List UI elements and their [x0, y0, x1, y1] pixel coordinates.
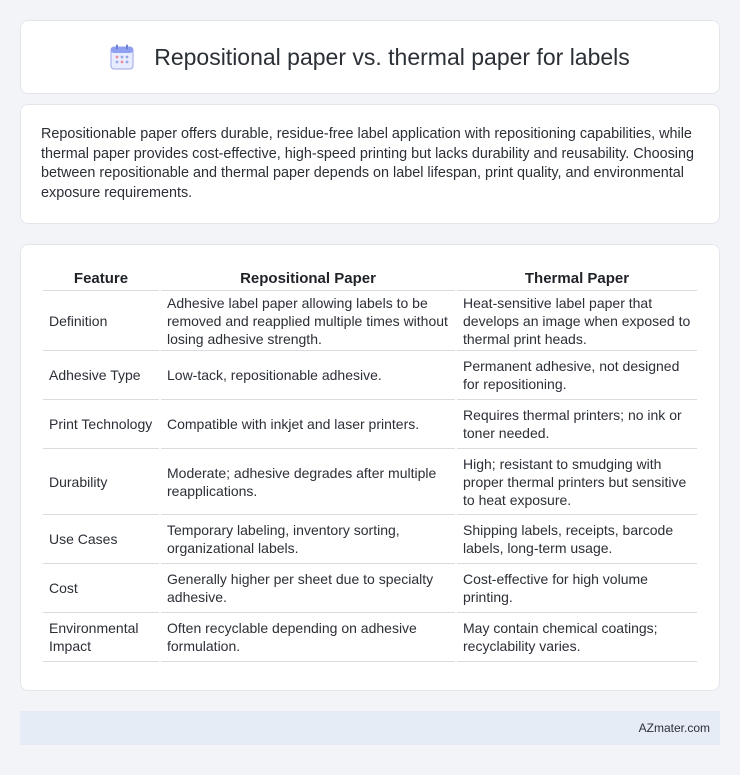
repositional-cell: Often recyclable depending on adhesive formulation.: [161, 613, 455, 662]
feature-cell: Print Technology: [43, 400, 159, 449]
table-row: [43, 351, 697, 400]
comparison-table: [41, 265, 699, 662]
table-row: [43, 291, 697, 351]
title-card: [20, 20, 720, 94]
repositional-cell: Adhesive label paper allowing labels to be removed and reapplied multiple times without losing adhesive strength.: [161, 291, 455, 351]
comparison-card: [20, 244, 720, 691]
feature-cell: Cost: [43, 564, 159, 613]
repositional-cell: Temporary labeling, inventory sorting, organizational labels.: [161, 515, 455, 564]
table-row: [43, 564, 697, 613]
table-row: [43, 449, 697, 515]
footer: [20, 711, 720, 745]
header-repositional: Repositional Paper: [161, 265, 455, 291]
repositional-cell: Low-tack, repositionable adhesive.: [161, 351, 455, 400]
thermal-cell: Shipping labels, receipts, barcode labels, long-term usage.: [457, 515, 697, 564]
table-row: [43, 515, 697, 564]
feature-cell: Adhesive Type: [43, 351, 159, 400]
repositional-cell: Generally higher per sheet due to specialty adhesive.: [161, 564, 455, 613]
header-thermal: Thermal Paper: [457, 265, 697, 291]
thermal-cell: High; resistant to smudging with proper thermal printers but sensitive to heat exposure.: [457, 449, 697, 515]
table-row: [43, 400, 697, 449]
table-row: [43, 613, 697, 662]
feature-cell: Use Cases: [43, 515, 159, 564]
feature-cell: Definition: [43, 291, 159, 351]
thermal-cell: Requires thermal printers; no ink or toner needed.: [457, 400, 697, 449]
thermal-cell: Permanent adhesive, not designed for repositioning.: [457, 351, 697, 400]
page-title: Repositional paper vs. thermal paper for labels: [154, 43, 630, 70]
table-header-row: [43, 265, 697, 291]
thermal-cell: Cost-effective for high volume printing.: [457, 564, 697, 613]
header-feature: Feature: [43, 265, 159, 291]
feature-cell: Environmental Impact: [43, 613, 159, 662]
repositional-cell: Moderate; adhesive degrades after multiple reapplications.: [161, 449, 455, 515]
summary-text: Repositionable paper offers durable, residue-free label application with repositioning capabilities, while thermal paper provides cost-effective, high-speed printing but lacks durability and reusability. Choosing between repositionable and thermal paper depends on label lifespan, print quality, and environmental exposure requirements.: [41, 126, 694, 201]
footer-brand: AZmater.com: [638, 721, 710, 735]
repositional-cell: Compatible with inkjet and laser printers.: [161, 400, 455, 449]
thermal-cell: May contain chemical coatings; recyclability varies.: [457, 613, 697, 662]
calendar-icon: [110, 44, 134, 70]
thermal-cell: Heat-sensitive label paper that develops an image when exposed to thermal print heads.: [457, 291, 697, 351]
summary-card: [20, 104, 720, 224]
feature-cell: Durability: [43, 449, 159, 515]
